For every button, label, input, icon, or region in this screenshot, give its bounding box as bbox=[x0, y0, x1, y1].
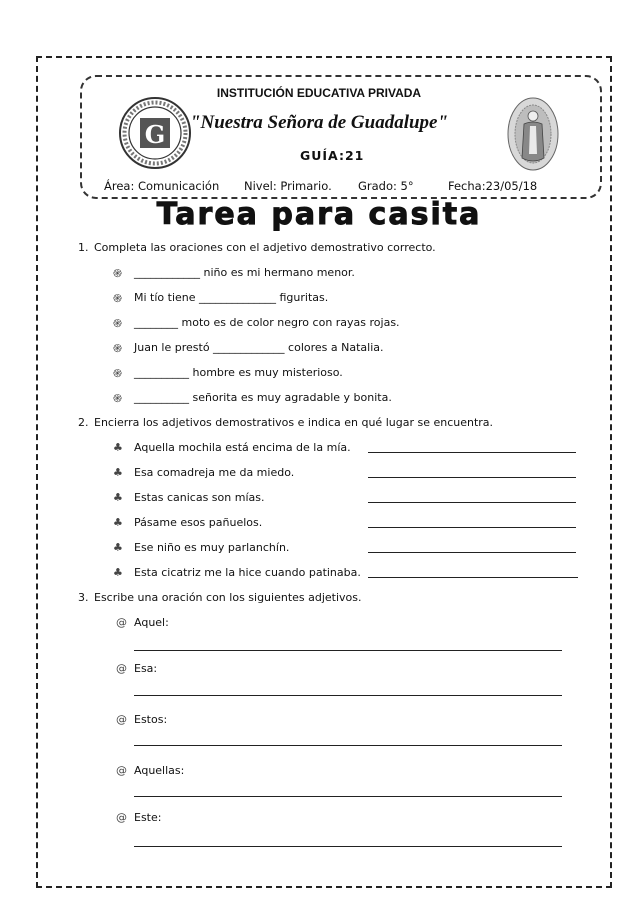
flower-bullet-icon: ֍ bbox=[113, 367, 122, 380]
question-instruction: Escribe una oración con los siguientes adjetivos. bbox=[94, 591, 362, 604]
guide-number: GUÍA:21 bbox=[300, 148, 365, 163]
club-bullet-icon: ♣ bbox=[113, 541, 123, 554]
exercise-sentence: ____________ niño es mi hermano menor. bbox=[134, 266, 355, 279]
answer-line[interactable] bbox=[368, 577, 578, 578]
exercise-sentence: __________ señorita es muy agradable y bonita. bbox=[134, 391, 392, 404]
answer-line[interactable] bbox=[368, 552, 576, 553]
exercise-sentence: Juan le prestó _____________ colores a Natalia. bbox=[134, 341, 384, 354]
adjective-prompt: Aquel: bbox=[134, 616, 169, 629]
exercise-sentence: __________ hombre es muy misterioso. bbox=[134, 366, 343, 379]
question-instruction: Encierra los adjetivos demostrativos e indica en qué lugar se encuentra. bbox=[94, 416, 494, 429]
adjective-prompt: Estos: bbox=[134, 713, 168, 726]
question-2 bbox=[78, 416, 493, 429]
school-name: "Nuestra Señora de Guadalupe" bbox=[189, 112, 449, 133]
adjective-prompt: Aquellas: bbox=[134, 764, 185, 777]
answer-line[interactable] bbox=[368, 452, 576, 453]
at-bullet-icon: @ bbox=[116, 764, 127, 777]
date-label: Fecha:23/05/18 bbox=[448, 179, 538, 193]
level-label: Nivel: Primario. bbox=[244, 179, 332, 193]
institution-name: INSTITUCIÓN EDUCATIVA PRIVADA bbox=[216, 86, 422, 100]
at-bullet-icon: @ bbox=[116, 713, 127, 726]
answer-line[interactable] bbox=[134, 745, 562, 746]
answer-line[interactable] bbox=[134, 650, 562, 651]
question-1 bbox=[78, 241, 436, 254]
logo-letter: G bbox=[144, 120, 166, 149]
club-bullet-icon: ♣ bbox=[113, 516, 123, 529]
exercise-sentence: ________ moto es de color negro con rayas rojas. bbox=[134, 316, 400, 329]
flower-bullet-icon: ֍ bbox=[113, 392, 122, 405]
club-bullet-icon: ♣ bbox=[113, 566, 123, 579]
flower-bullet-icon: ֍ bbox=[113, 267, 122, 280]
at-bullet-icon: @ bbox=[116, 616, 127, 629]
answer-line[interactable] bbox=[368, 502, 576, 503]
adjective-prompt: Esa: bbox=[134, 662, 158, 675]
answer-line[interactable] bbox=[134, 796, 562, 797]
adjective-prompt: Este: bbox=[134, 811, 162, 824]
at-bullet-icon: @ bbox=[116, 811, 127, 824]
answer-line[interactable] bbox=[134, 695, 562, 696]
question-3 bbox=[78, 591, 362, 604]
question-number: 3. bbox=[78, 591, 89, 604]
question-number: 1. bbox=[78, 241, 89, 254]
exercise-sentence: Pásame esos pañuelos. bbox=[134, 516, 263, 529]
flower-bullet-icon: ֍ bbox=[113, 292, 122, 305]
exercise-sentence: Ese niño es muy parlanchín. bbox=[134, 541, 290, 554]
exercise-sentence: Aquella mochila está encima de la mía. bbox=[134, 441, 351, 454]
question-instruction: Completa las oraciones con el adjetivo demostrativo correcto. bbox=[94, 241, 436, 254]
flower-bullet-icon: ֍ bbox=[113, 317, 122, 330]
answer-line[interactable] bbox=[134, 846, 562, 847]
club-bullet-icon: ♣ bbox=[113, 441, 123, 454]
club-bullet-icon: ♣ bbox=[113, 466, 123, 479]
flower-bullet-icon: ֍ bbox=[113, 342, 122, 355]
exercise-sentence: Esa comadreja me da miedo. bbox=[134, 466, 295, 479]
exercise-sentence: Esta cicatriz me la hice cuando patinaba. bbox=[134, 566, 361, 579]
club-bullet-icon: ♣ bbox=[113, 491, 123, 504]
at-bullet-icon: @ bbox=[116, 662, 127, 675]
area-label: Área: Comunicación bbox=[104, 179, 220, 193]
virgin-image bbox=[506, 96, 560, 172]
page-title: Tarea para casita bbox=[156, 197, 482, 232]
exercise-sentence: Mi tío tiene ______________ figuritas. bbox=[134, 291, 329, 304]
grade-label: Grado: 5° bbox=[358, 179, 414, 193]
question-number: 2. bbox=[78, 416, 89, 429]
exercise-sentence: Estas canicas son mías. bbox=[134, 491, 265, 504]
answer-line[interactable] bbox=[368, 527, 576, 528]
answer-line[interactable] bbox=[368, 477, 576, 478]
